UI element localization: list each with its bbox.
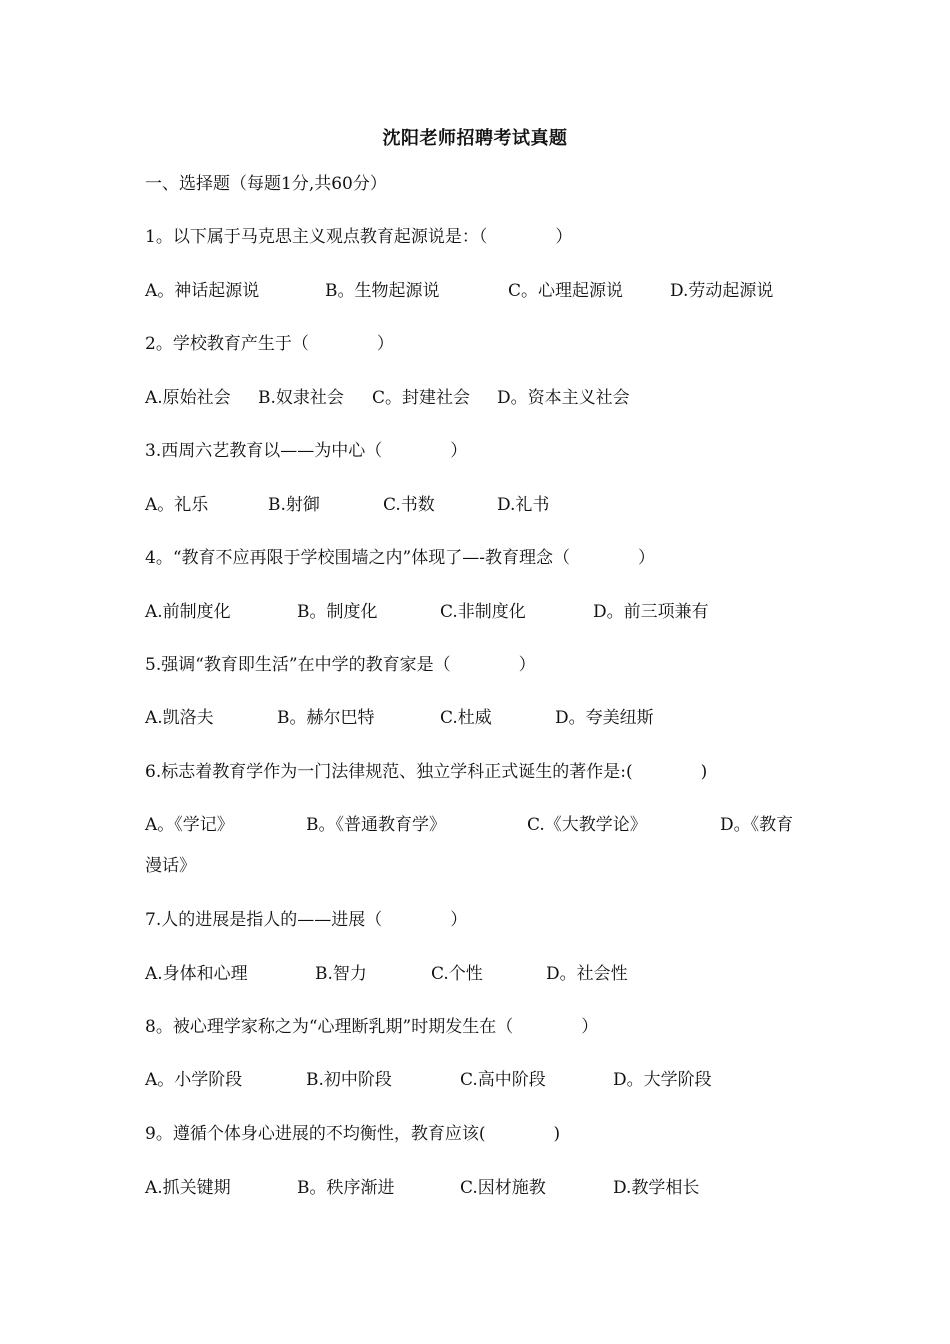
question-4-option-a: A.前制度化 bbox=[145, 602, 231, 622]
question-1-option-b: B。生物起源说 bbox=[325, 281, 440, 301]
question-6-stem: 6.标志着教育学作为一门法律规范、独立学科正式诞生的著作是:( ) bbox=[145, 762, 708, 782]
question-2-stem: 2。学校教育产生于（ ） bbox=[145, 334, 394, 354]
question-1-option-d: D.劳动起源说 bbox=[670, 281, 774, 301]
question-3-stem: 3.西周六艺教育以——为中心（ ） bbox=[145, 441, 468, 461]
question-2-option-a: A.原始社会 bbox=[145, 388, 231, 408]
question-6-option-d-continuation: 漫话》 bbox=[145, 856, 196, 876]
question-9-option-a: A.抓关键期 bbox=[145, 1178, 231, 1198]
section-heading: 一、选择题（每题1分,共60分） bbox=[145, 174, 387, 194]
question-3-option-c: C.书数 bbox=[383, 495, 435, 515]
question-6-option-b: B。《普通教育学》 bbox=[306, 815, 446, 835]
question-7-stem: 7.人的进展是指人的——进展（ ） bbox=[145, 910, 468, 930]
question-9-option-c: C.因材施教 bbox=[460, 1178, 546, 1198]
question-2-option-c: C。封建社会 bbox=[372, 388, 471, 408]
question-8-option-d: D。大学阶段 bbox=[613, 1070, 712, 1090]
question-1-stem: 1。以下属于马克思主义观点教育起源说是：（ ） bbox=[145, 227, 573, 247]
question-8-option-a: A。小学阶段 bbox=[145, 1070, 243, 1090]
question-4-option-d: D。前三项兼有 bbox=[593, 602, 709, 622]
question-3-option-b: B.射御 bbox=[268, 495, 320, 515]
question-3-option-a: A。礼乐 bbox=[145, 495, 209, 515]
question-8-option-c: C.高中阶段 bbox=[460, 1070, 546, 1090]
question-5-option-b: B。赫尔巴特 bbox=[277, 708, 375, 728]
question-8-stem: 8。被心理学家称之为“心理断乳期”时期发生在（ ） bbox=[145, 1017, 599, 1037]
question-1-option-c: C。心理起源说 bbox=[508, 281, 624, 301]
question-2-option-b: B.奴隶社会 bbox=[258, 388, 344, 408]
question-2-option-d: D。资本主义社会 bbox=[497, 388, 630, 408]
question-4-option-c: C.非制度化 bbox=[440, 602, 526, 622]
question-8-option-b: B.初中阶段 bbox=[306, 1070, 392, 1090]
question-6-option-c: C.《大教学论》 bbox=[527, 815, 647, 835]
question-7-option-c: C.个性 bbox=[431, 964, 483, 984]
question-7-option-d: D。社会性 bbox=[546, 964, 628, 984]
question-4-option-b: B。制度化 bbox=[297, 602, 378, 622]
question-5-option-a: A.凯洛夫 bbox=[145, 708, 214, 728]
question-9-option-b: B。秩序渐进 bbox=[297, 1178, 395, 1198]
question-7-option-a: A.身体和心理 bbox=[145, 964, 248, 984]
question-9-stem: 9。遵循个体身心进展的不均衡性，教育应该( ) bbox=[145, 1124, 561, 1144]
page-title: 沈阳老师招聘考试真题 bbox=[382, 128, 568, 149]
question-5-stem: 5.强调“教育即生活”在中学的教育家是（ ） bbox=[145, 655, 536, 675]
question-6-option-a: A。《学记》 bbox=[145, 815, 234, 835]
question-1-option-a: A。神话起源说 bbox=[145, 281, 260, 301]
question-3-option-d: D.礼书 bbox=[497, 495, 550, 515]
question-6-option-d: D。《教育 bbox=[720, 815, 794, 835]
question-4-stem: 4。“教育不应再限于学校围墙之内”体现了—-教育理念（ ） bbox=[145, 548, 655, 568]
question-7-option-b: B.智力 bbox=[315, 964, 367, 984]
question-5-option-c: C.杜威 bbox=[440, 708, 492, 728]
question-5-option-d: D。夸美纽斯 bbox=[555, 708, 654, 728]
question-9-option-d: D.教学相长 bbox=[613, 1178, 700, 1198]
